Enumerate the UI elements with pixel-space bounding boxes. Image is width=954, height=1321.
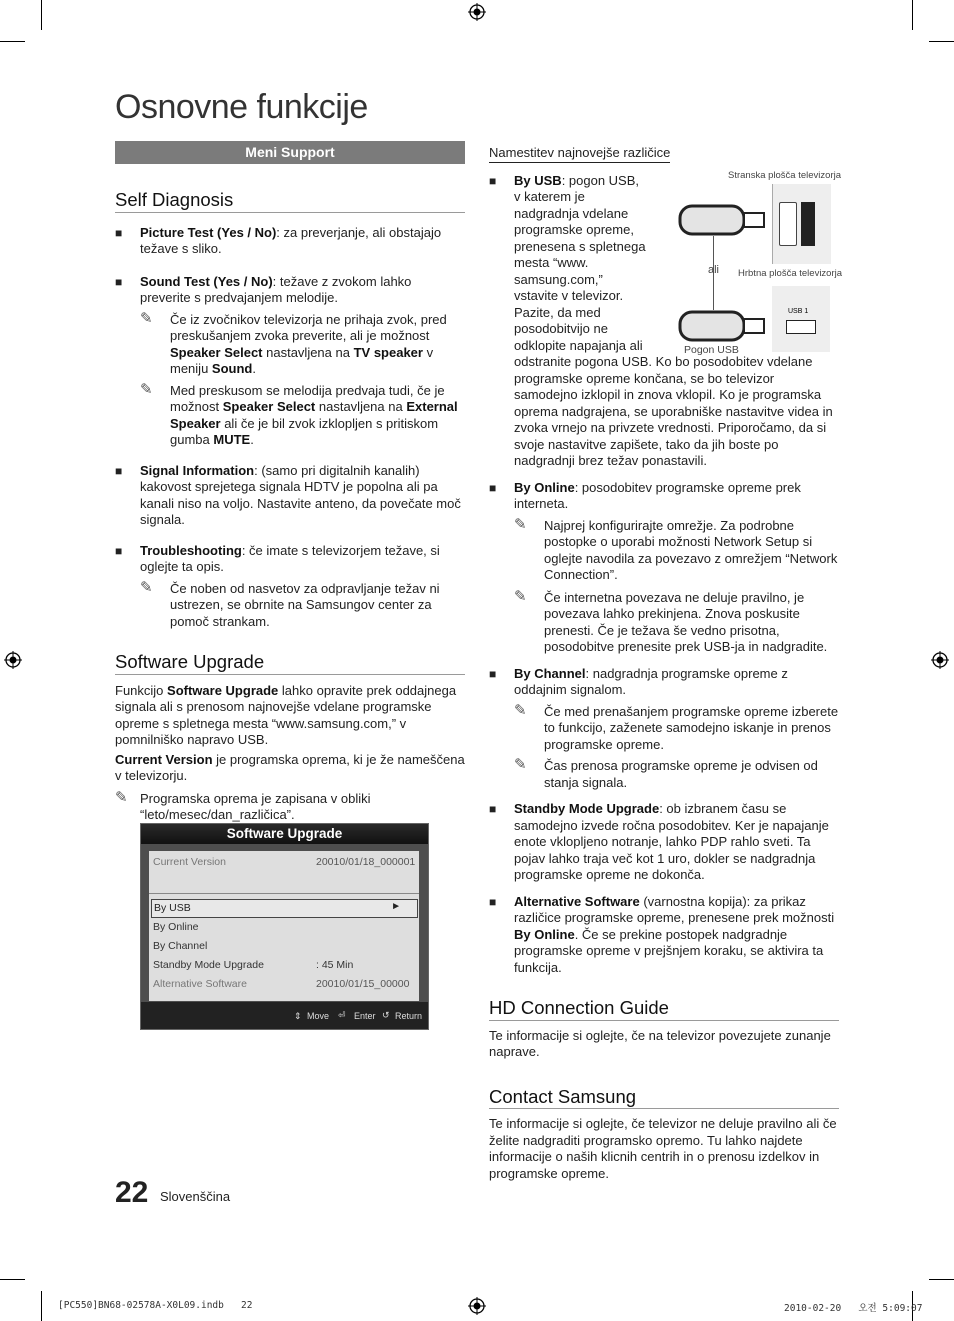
pencil-note-icon: ✎ [140, 578, 153, 596]
paragraph: Funkcijo Software Upgrade lahko opravite prek oddajnega signala ali s prenosom najnovejše vdelane programske opreme s spletnega mesta “www.samsung.com,” v pomnilniško napravo USB. [115, 682, 457, 747]
osd-footer [141, 1002, 428, 1029]
menu-item-by-usb[interactable] [151, 899, 418, 918]
note: ✎ Programska oprema je zapisana v obliki “leto/mesec/dan_različica”. [115, 788, 371, 822]
note: ✎ Čas prenosa programske opreme je odvisen od stanja signala. [514, 756, 818, 790]
crop-mark [929, 41, 954, 42]
bullet-icon: ■ [115, 543, 123, 558]
pencil-note-icon: ✎ [140, 309, 153, 327]
menu-item-label: By USB [154, 902, 191, 914]
menu-item-by-channel[interactable]: By Channel [153, 940, 208, 952]
note: ✎ Če iz zvočnikov televizorja ne prihaja zvok, pred preskušanjem zvoka preverite, ali je možnost Speaker Select nastavljena na TV speaker v meniju Sound. [140, 309, 447, 376]
back-panel [772, 286, 830, 352]
usb-label-plate [801, 202, 815, 246]
usb-drive-icon [678, 202, 772, 238]
crop-mark [0, 1279, 25, 1280]
note: ✎ Najprej konfigurirajte omrežje. Za podrobne postopke o uporabi možnosti Network Setup si oglejte navodila za povezavo z omrežjem “Network Connection”. [514, 515, 838, 582]
language-label: Slovenščina [160, 1189, 231, 1204]
print-file-info: [PC550]BN68-02578A-X0L09.indb 22 [58, 1300, 253, 1311]
pencil-note-icon: ✎ [140, 380, 153, 398]
menu-item-standby-mode-upgrade[interactable]: Standby Mode Upgrade [153, 959, 264, 971]
enter-hint: Enter [354, 1011, 376, 1021]
bullet-icon: ■ [489, 480, 497, 495]
crop-mark [41, 1291, 42, 1321]
pencil-note-icon: ✎ [514, 756, 527, 773]
osd-title: Software Upgrade [141, 824, 428, 844]
subsection-heading: Namestitev najnovejše različice [489, 145, 670, 163]
alternative-value: 20010/01/15_00000 [316, 978, 410, 990]
bullet-icon: ■ [115, 225, 123, 240]
pencil-note-icon: ✎ [115, 788, 128, 806]
crop-mark [912, 0, 913, 30]
note: ✎ Če internetna povezava ne deluje pravilno, je povezava lahko prekinjena. Znova poskusite prenesti. Če je težava še vedno prisotna, posodobitve prenesite prek USB-ja in nadgradite. [514, 587, 828, 654]
side-panel-label: Stranska plošča televizorja [728, 170, 841, 181]
return-icon: ↺ [382, 1010, 390, 1020]
list-item: ■ Standby Mode Upgrade: ob izbranem času se samodejno izvede ročna posodobitev. Ker je napajanje enote vklopljeno notranje, lahko PDP rahlo sveti. Ta pojav lahko traja več kot 1 uro, dokler se nadgradnja programske opreme ne dokonča. [489, 801, 829, 882]
back-panel-label: Hrbtna plošča televizorja [738, 268, 843, 279]
current-version-value: 20010/01/18_000001 [316, 856, 416, 868]
or-label: ali [708, 264, 720, 276]
side-panel [772, 184, 831, 264]
page-title: Osnovne funkcije [115, 88, 368, 126]
list-item: ■ Troubleshooting: če imate s televizorjem težave, si oglejte ta opis. ✎ Če noben od nasvetov za odpravljanje težav ni ustrezen, se obrnite na Samsungov center za pomoč strankam. [115, 543, 465, 631]
registration-mark-icon [4, 651, 22, 669]
return-hint: Return [395, 1011, 423, 1021]
software-upgrade-heading: Software Upgrade [115, 654, 465, 675]
bullet-icon: ■ [115, 274, 123, 289]
standby-value: : 45 Min [316, 959, 354, 971]
paragraph: Te informacije si oglejte, če televizor ne deluje pravilno ali če želite nadgraditi programsko opremo. Tu lahko najdete informacije o naših klicnih centrih in o prenosu izdelkov in programske opreme. [489, 1116, 837, 1181]
contact-samsung-heading: Contact Samsung [489, 1089, 839, 1110]
paragraph: Current Version je programska oprema, ki je že nameščena v televizorju. [115, 751, 465, 783]
arrow-right-icon: ► [391, 901, 401, 912]
move-hint: Move [307, 1011, 330, 1021]
usb1-label: USB 1 [788, 308, 809, 315]
self-diagnosis-heading: Self Diagnosis [115, 192, 465, 213]
software-upgrade-osd [140, 823, 429, 1030]
usb-drive-icon [678, 308, 772, 344]
list-item: ■ Signal Information: (samo pri digitalnih kanalih) kakovost sprejetega signala HDTV je popolna ali pa kanali niso na voljo. Nastavite anteno, da povečate moč signala. [115, 462, 461, 527]
usb-port-icon [779, 202, 797, 246]
bullet-icon: ■ [489, 894, 497, 909]
section-banner: Meni Support [115, 141, 465, 164]
current-version-label: Current Version [153, 856, 226, 868]
usb-port-icon [786, 320, 816, 334]
list-item: ■ By Online: posodobitev programske opreme prek interneta. ✎ Najprej konfigurirajte omrežje. Za podrobne postopke o uporabi možnosti Network Setup si oglejte navodila za povezavo z omrežjem “Network Connection”. ✎ Če internetna povezava ne deluje pravilno, je povezava lahko prekinjena. Znova poskusite prenesti. Če je težava še vedno prisotna, posodobitve prenesite prek USB-ja in nadgradite. [489, 479, 838, 654]
note: ✎ Med preskusom se melodija predvaja tudi, če je možnost Speaker Select nastavljena na External Speaker ali če je bil zvok izklopljen s pritiskom gumba MUTE. [140, 380, 458, 447]
divider [149, 893, 419, 894]
usb-drive-label: Pogon USB [684, 344, 739, 356]
pencil-note-icon: ✎ [514, 701, 527, 719]
bullet-icon: ■ [489, 802, 497, 816]
crop-mark [929, 1279, 954, 1280]
crop-mark [0, 41, 25, 42]
enter-icon: ⏎ [338, 1010, 346, 1020]
note: ✎ Če med prenašanjem programske opreme izberete to funkcijo, zaženete samodejno iskanje in prenos programske opreme. [514, 701, 839, 752]
bullet-icon: ■ [489, 666, 497, 681]
paragraph: Te informacije si oglejte, če na televizor povezujete zunanje naprave. [489, 1027, 831, 1059]
list-item: ■ Picture Test (Yes / No): za preverjanje, ali obstajajo težave s sliko. [115, 224, 442, 256]
list-item: ■ Alternative Software (varnostna kopija): za prikaz različice programske opreme, prenesene prek možnosti By Online. Če se prekine postopek nadgradnje programske opreme v prejšnjem koraku, se aktivira ta funkcija. [489, 893, 835, 975]
menu-item-alternative-software[interactable]: Alternative Software [153, 978, 247, 990]
note: ✎ Če noben od nasvetov za odpravljanje težav ni ustrezen, se obrnite na Samsungov center za pomoč strankam. [140, 578, 440, 629]
bullet-icon: ■ [489, 173, 497, 188]
crop-mark [41, 0, 42, 30]
list-item: ■ By Channel: nadgradnja programske opreme z oddajnim signalom. ✎ Če med prenašanjem programske opreme izberete to funkcijo, zaženete samodejno iskanje in prenos programske opreme. ✎ Čas prenosa programske opreme je odvisen od stanja signala. [489, 665, 839, 790]
pencil-note-icon: ✎ [514, 587, 527, 605]
registration-mark-icon [468, 3, 486, 21]
usb-connection-figure [676, 166, 844, 356]
left-column [115, 141, 465, 828]
pencil-note-icon: ✎ [514, 515, 527, 533]
list-item: ■ By USB: pogon USB, v katerem je nadgradnja vdelane programske opreme, prenesena s spletnega mesta “www. samsung.com,” vstavite v televizor. Pazite, da med posodobitvijo ne odklopite napajanja ali odstranite pogona USB. Ko bo posodobitev vdelane programske opreme končana, se bo televizor samodejno izklopil in znova vklopil. Ko je programska oprema nadgrajena, se uporabniške nastavitve videa in zvoka vrnejo na privzete vrednosti. Priporočamo, da si svoje nastavitve zapišete, tako da jih boste po nadgradnji brez težav ponastavili. [489, 173, 839, 470]
menu-item-by-online[interactable]: By Online [153, 921, 199, 933]
registration-mark-icon [468, 1297, 486, 1315]
list-item: ■ Sound Test (Yes / No): težave z zvokom lahko preverite s predvajanjem melodije. ✎ Če iz zvočnikov televizorja ne prihaja zvok, pred preskušanjem zvoka preverite, ali je možnost Speaker Select nastavljena na TV speaker v meniju Sound. ✎ Med preskusom se melodija predvaja tudi, če je možnost Speaker Select nastavljena na External Speaker ali če je bil zvok izklopljen s pritiskom gumba MUTE. [115, 274, 465, 449]
print-date-info: 2010-02-20 오전 5:09:07 [784, 1303, 923, 1314]
osd-panel [149, 851, 419, 1001]
page-number: 22 [115, 1176, 149, 1209]
bullet-icon: ■ [115, 463, 123, 478]
registration-mark-icon [931, 651, 949, 669]
move-icon: ⇕ [294, 1011, 302, 1021]
hd-connection-guide-heading: HD Connection Guide [489, 1000, 839, 1021]
